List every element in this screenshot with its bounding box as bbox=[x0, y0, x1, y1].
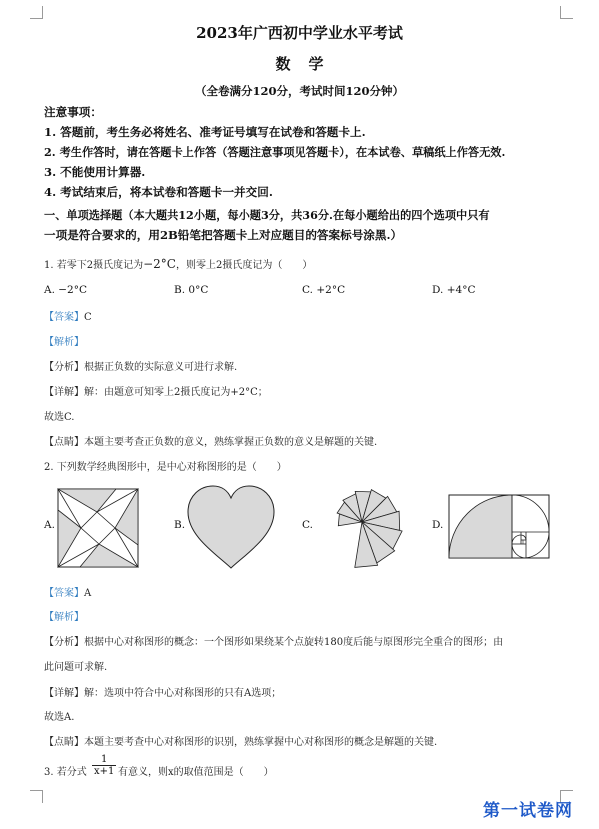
dianjing-text: 本题主要考查中心对称图形的识别，熟练掌握中心对称图形的概念是解题的关键. bbox=[84, 737, 438, 748]
analysis-tag: 【解析】 bbox=[44, 612, 84, 623]
fenxi-text: 根据中心对称图形的概念：一个图形如果绕某个点旋转180度后能与原图形完全重合的图形；由 bbox=[84, 637, 504, 648]
fraction-denominator: x+1 bbox=[94, 766, 115, 777]
fenxi-tag: 【分析】 bbox=[44, 637, 84, 648]
notice-item: 1. 答题前，考生务必将姓名、准考证号填写在试卷和答题卡上. bbox=[44, 125, 366, 139]
question-2-stem: 2. 下列数学经典图形中，是中心对称图形的是（ ） bbox=[44, 462, 287, 473]
figure-d-golden-spiral bbox=[448, 494, 550, 560]
question-2-fenxi-line2: 此问题可求解. bbox=[44, 662, 108, 673]
analysis-tag: 【解析】 bbox=[44, 337, 84, 348]
section-heading-line1: 一、单项选择题（本大题共12小题，每小题3分，共36分.在每小题给出的四个选项中只有 bbox=[44, 208, 490, 222]
corner-mark-bottom-left bbox=[30, 790, 43, 803]
corner-mark-top-right bbox=[560, 6, 573, 19]
exam-info: （全卷满分120分，考试时间120分钟） bbox=[194, 84, 404, 98]
answer-value: A bbox=[84, 588, 92, 599]
question-1-stem-value: −2°C bbox=[143, 257, 176, 271]
question-2-answer bbox=[44, 584, 91, 599]
question-2-option-a-label: A. bbox=[44, 519, 55, 531]
answer-tag: 【答案】 bbox=[44, 312, 84, 323]
notice-heading: 注意事项： bbox=[44, 105, 102, 119]
figure-c-fan-triangles bbox=[316, 482, 412, 570]
question-2-option-c-label: C. bbox=[302, 519, 313, 531]
dianjing-text: 本题主要考查正负数的意义，熟练掌握正负数的意义是解题的关键. bbox=[84, 437, 378, 448]
question-1-option-d: D. +4°C bbox=[432, 284, 476, 296]
question-1-option-c: C. +2°C bbox=[302, 284, 346, 296]
question-3-fraction bbox=[92, 754, 116, 777]
fenxi-tag: 【分析】 bbox=[44, 362, 84, 373]
answer-tag: 【答案】 bbox=[44, 588, 84, 599]
fenxi-text: 根据正负数的实际意义可进行求解. bbox=[84, 362, 238, 373]
xiangjie-tag: 【详解】 bbox=[44, 387, 84, 398]
dianjing-tag: 【点睛】 bbox=[44, 437, 84, 448]
xiangjie-text: 解：由题意可知零上2摄氏度记为+2°C； bbox=[84, 387, 268, 398]
xiangjie-text: 解：选项中符合中心对称图形的只有A选项； bbox=[84, 688, 282, 699]
question-2-choose: 故选A. bbox=[44, 712, 75, 723]
corner-mark-top-left bbox=[30, 6, 43, 19]
question-2-dianjing bbox=[44, 733, 437, 748]
question-2-xiangjie bbox=[44, 684, 281, 699]
question-1-fenxi bbox=[44, 358, 237, 373]
question-1-stem bbox=[44, 256, 312, 271]
question-3-stem-end: 有意义，则x的取值范围是（ ） bbox=[118, 767, 274, 778]
question-1-stem-text: 1. 若零下2摄氏度记为 bbox=[44, 260, 144, 271]
xiangjie-tag: 【详解】 bbox=[44, 688, 84, 699]
question-2-fenxi bbox=[44, 633, 503, 648]
figure-b-heart bbox=[186, 484, 276, 570]
question-1-choose: 故选C. bbox=[44, 412, 75, 423]
notice-item: 2. 考生作答时，请在答题卡上作答（答题注意事项见答题卡），在本试卷、草稿纸上作答无效. bbox=[44, 145, 506, 159]
subject-title: 数学 bbox=[275, 55, 342, 73]
answer-value: C bbox=[84, 312, 92, 323]
notice-item: 3. 不能使用计算器. bbox=[44, 165, 146, 179]
fraction-numerator: 1 bbox=[92, 754, 116, 766]
question-1-option-a: A. −2°C bbox=[44, 284, 88, 296]
question-2-option-d-label: D. bbox=[432, 519, 444, 531]
question-1-answer bbox=[44, 308, 92, 323]
watermark-logo: 第一试卷网 bbox=[483, 801, 573, 821]
question-2-option-b-label: B. bbox=[174, 519, 186, 531]
question-1-stem-tail: ，则零上2摄氏度记为（ ） bbox=[175, 260, 313, 271]
exam-title: 2023年广西初中学业水平考试 bbox=[196, 24, 403, 42]
figure-a-pinwheel-square bbox=[57, 488, 139, 568]
question-3-stem-start: 3. 若分式 bbox=[44, 767, 87, 778]
notice-item: 4. 考试结束后，将本试卷和答题卡一并交回. bbox=[44, 185, 273, 199]
section-heading-line2: 一项是符合要求的，用2B铅笔把答题卡上对应题目的答案标号涂黑.） bbox=[44, 228, 403, 242]
question-1-dianjing bbox=[44, 433, 377, 448]
question-1-xiangjie bbox=[44, 383, 268, 398]
question-1-option-b: B. 0°C bbox=[174, 284, 209, 296]
dianjing-tag: 【点睛】 bbox=[44, 737, 84, 748]
